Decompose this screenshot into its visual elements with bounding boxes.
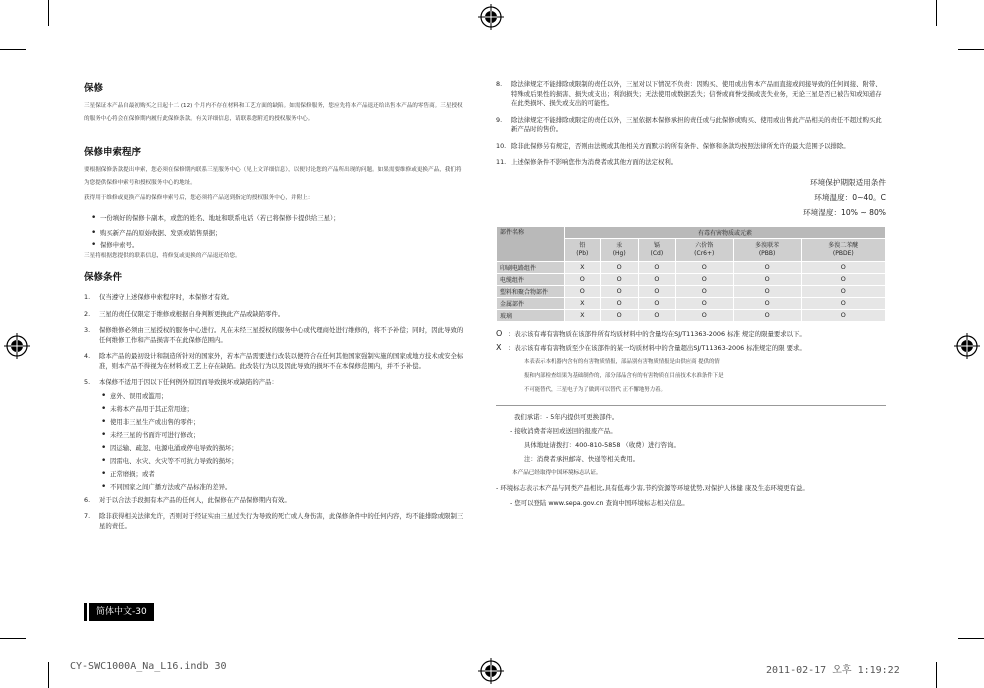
list-item: • 一份填好的保修卡副本，或您的姓名、地址和联系电话（若已将保修卡提供给三星）；	[90, 211, 464, 226]
term-item: 5. 本保修不适用于因以下任何例外原因而导致损坏或缺陷的产品：	[84, 378, 278, 386]
term-item: 8. 除法律规定不能排除或限制的责任以外，三星对以下情况不负责：因购买、使用或出售本产品而直接或间接导致的任何间接、附带、特殊或后果性的损害、损失或支出；利润损失；无法使用或数据丢失；信誉或商誉受损或丧失业务，无论三星是否已被告知或知道存在此类损坏、损失或支出的可能性。	[496, 80, 882, 107]
list-item: • 未将本产品用于其正常用途；	[100, 403, 464, 416]
list-item: • 不同国家之间广播方法或产品标准的差异。	[100, 481, 464, 494]
crop-mark	[936, 662, 937, 688]
promise-line: 我们承诺：- 5年内提供可更换部件。	[514, 412, 619, 421]
list-item: • 保修申索号。	[90, 240, 464, 250]
crop-mark	[958, 638, 984, 639]
legend-x	[496, 343, 886, 353]
term-item: 2. 三星的责任仅限定于维修或根据自身判断更换此产品或缺陷零件。	[84, 309, 285, 318]
legend-o-symbol: O	[496, 328, 503, 338]
term-item: 9. 除法律规定不能排除或限定的责任以外，三星依据本保修承担的责任或与此保修或购买、使用或出售此产品相关的责任不超过购买此新产品时的售价。	[496, 115, 882, 133]
promise-line: - 您可以登陆 www.sepa.gov.cn 查询中国环境标志相关信息。	[510, 498, 689, 507]
term-item: 11. 上述保修条件不影响您作为消费者或其他方面的法定权利。	[496, 158, 678, 166]
promise-line: 注：消费者承担邮寄、快递等相关费用。	[524, 454, 640, 463]
table-header-substance: 多溴二苯醚 (PBDE)	[801, 238, 885, 261]
crop-mark	[0, 638, 26, 639]
note-line: 不可能替代，三星电子为了做到可以替代 正不懈地努力着。	[524, 386, 666, 393]
crop-mark	[958, 49, 984, 50]
table-row: 玻璃 X O O O O O	[497, 309, 886, 321]
hazardous-substance-table	[496, 226, 886, 322]
section-divider	[496, 405, 886, 406]
registration-mark-icon	[478, 4, 504, 30]
term-item: 3. 保修维修必须由三星授权的服务中心进行。凡在未经三星授权的服务中心或代理商处进行维修的，将不予补偿；同时，因此导致的任何维修工作和产品损害不在此保修范围内。	[84, 326, 464, 344]
term-item: 10. 除非此保修另有规定，否则由法规或其他相关方面默示的所有条件、保修和条款均按照法律所允许的最大范围予以排除。	[496, 141, 850, 150]
claim-bullets	[84, 211, 464, 250]
table-header-group: 有毒有害物质或元素	[565, 226, 886, 238]
registration-mark-icon	[478, 658, 504, 684]
table-header-substance: 多溴联苯 (PBB)	[733, 238, 801, 261]
promise-line: 具体地址请拨打：400-810-5858 （收费）进行咨询。	[524, 440, 680, 449]
crop-mark	[936, 0, 937, 26]
env-title: 环境保护期限适用条件	[810, 177, 886, 187]
warranty-text: 三星保证本产品自最初购买之日起十二 (12) 个月内不存在材料和工艺方面的缺陷。如需保修服务，您应先将本产品退还给出售本产品的零售商。三星授权的服务中心将会在保修期内履行此保修条款。有关详细信息，请联系您附近的授权服务中心。	[84, 103, 463, 122]
table-header-substance: 六价铬 (Cr6+)	[675, 238, 733, 261]
table-row: 金属部件 X O O O O O	[497, 297, 886, 309]
legend-x-text: ：表示该有毒有害物质至少在该部件的某一均质材料中的含量超出SJ/T11363-2006 标准规定的限 要求。	[508, 343, 806, 352]
table-row: 印刷电路组件 X O O O O O	[497, 261, 886, 273]
note-line: 报和内部检查结果为基础制作的，部分部品含有的有害物质在目前技术水准条件下是	[524, 372, 724, 379]
promise-line: - 接收消费者寄回或送回的报废产品。	[510, 426, 617, 435]
legend-x-symbol: X	[496, 342, 502, 352]
language-page-tab	[84, 603, 154, 621]
list-item: • 正常磨损；或者	[100, 468, 464, 481]
list-item: • 因运输、疏忽、电源电涌或停电导致的损坏；	[100, 442, 464, 455]
footer-date: 2011-02-17 오후 1:19:22	[766, 665, 900, 676]
footer-filename: CY-SWC1000A_Na_L16.indb 30	[70, 661, 227, 672]
claim-text-1: 要根据保修条款提出申索，您必须在保修期内联系三星服务中心（见上文详细信息），以便讨论您的产品所出现的问题。如果需要维修或更换产品，我们将为您提供保修申索号和授权服务中心的地址。	[84, 167, 462, 186]
list-item: • 使用非三星生产或出售的零件；	[100, 416, 464, 429]
term-item: 1. 仅当遵守上述保修申索程序时，本保修才有效。	[84, 293, 234, 301]
list-item: • 未经三星的书面许可进行修改；	[100, 429, 464, 442]
promise-line: - 环境标志表示本产品与同类产品相比,具有低毒少害,节约资源等环境优势,对保护人体健 康及生态环境更有益。	[496, 483, 809, 492]
table-row: 塑料和聚合物部件 O O O O O O	[497, 285, 886, 297]
list-item: • 因雷电、水灾、火灾等不可抗力导致的损坏；	[100, 455, 464, 468]
crop-mark	[0, 49, 26, 50]
table-header-part: 部件名称	[497, 226, 565, 261]
terms-title: 保修条件	[84, 272, 123, 283]
claim-title: 保修申索程序	[84, 147, 142, 158]
table-header-substance: 汞 (Hg)	[600, 238, 638, 261]
registration-mark-icon	[954, 333, 980, 359]
env-temperature: 环境温度：0~40。C	[814, 192, 886, 202]
legend-o	[496, 329, 886, 339]
env-humidity: 环境湿度：10% ~ 80%	[803, 207, 886, 217]
term-item: 7. 除非获得相关法律允许，否则对于经证实由三星过失行为导致的死亡或人身伤害，此保修条件中的任何内容，均不能排除或限制三星的责任。	[84, 512, 464, 530]
crop-mark	[48, 0, 49, 26]
term-item: 4. 除本产品的最初设计和制造所针对的国家外，若本产品需要进行改装以便符合在任何其他国家强制实施的国家或地方技术或安全标准，则本产品不得视为在材料或工艺上存在缺陷。此改装行为以及因此导致的损坏不在本保修范围内，并不予补偿。	[84, 352, 464, 370]
tab-bar	[84, 603, 87, 621]
term-item: 6. 对于以合法手段拥有本产品的任何人，此保修在产品保修期内有效。	[84, 495, 291, 504]
promise-line: 本产品已经取得中国环境标志认证。	[512, 469, 602, 476]
table-header-substance: 铅 (Pb)	[565, 238, 601, 261]
term5-bullets	[84, 390, 464, 494]
registration-mark-icon	[4, 333, 30, 359]
table-header-substance: 镉 (Cd)	[638, 238, 675, 261]
right-column	[496, 80, 886, 510]
env-conditions	[496, 175, 886, 220]
list-item: • 购买新产品的原始收据、发票或销售票据；	[90, 226, 464, 241]
list-item: • 意外、误用或滥用；	[100, 390, 464, 403]
legend-o-text: ：表示该有毒有害物质在该部件所有均质材料中的含量均在SJ/T11363-2006 标准 规定的限量要求以下。	[508, 329, 806, 338]
crop-mark	[48, 662, 49, 688]
table-row: 电缆组件 O O O O O O	[497, 273, 886, 285]
claim-text-2: 获得用于维修或更换产品的保修申索号后，您必须将产品送到指定的授权服务中心，并附上：	[84, 195, 314, 201]
note-line: 本表表示本机器内含有的有害物质情报，部品别有害物质情报是由供应商 提供的情	[524, 358, 720, 365]
claim-note: 三星将根据您提供的联系信息，将修复或更换的产品退还给您。	[84, 253, 241, 259]
left-column	[84, 80, 464, 538]
page-label: 简体中文-30	[89, 603, 154, 621]
warranty-title: 保修	[84, 83, 104, 94]
